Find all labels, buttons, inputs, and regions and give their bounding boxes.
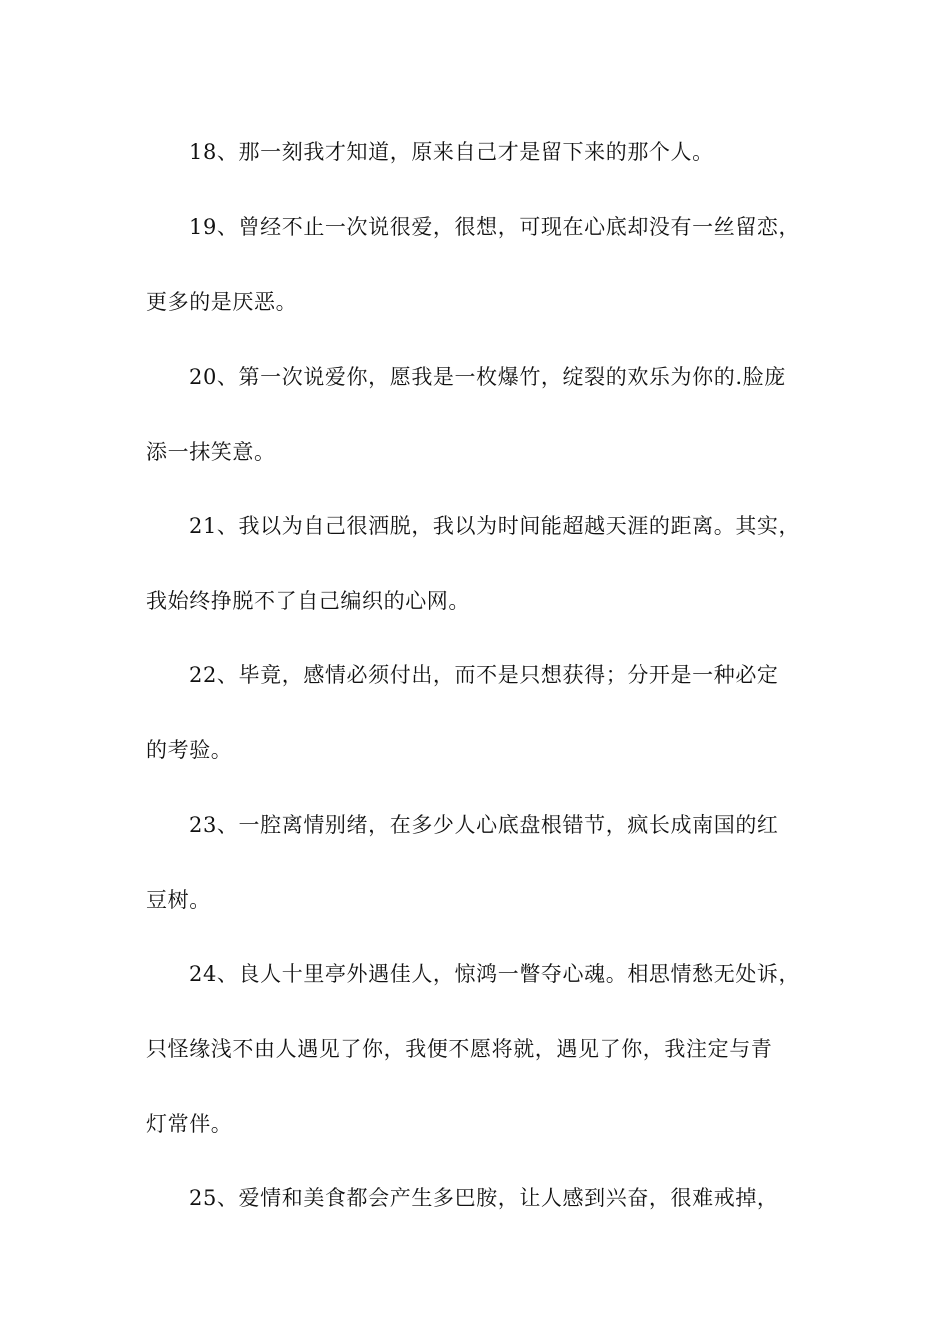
paragraph-24-line-2: 只怪缘浅不由人遇见了你，我便不愿将就，遇见了你，我注定与青: [146, 1037, 773, 1061]
paragraph-22-line-1: 22、毕竟，感情必须付出，而不是只想获得；分开是一种必定: [189, 663, 779, 687]
paragraph-23-line-2: 豆树。: [146, 888, 211, 912]
paragraph-24-line-3: 灯常伴。: [146, 1112, 233, 1136]
paragraph-21-line-1: 21、我以为自己很洒脱，我以为时间能超越天涯的距离。其实，: [189, 514, 801, 538]
paragraph-20-line-2: 添一抹笑意。: [146, 440, 276, 464]
paragraph-19-line-1: 19、曾经不止一次说很爱，很想，可现在心底却没有一丝留恋，: [189, 215, 801, 239]
paragraph-19-line-2: 更多的是厌恶。: [146, 290, 298, 314]
paragraph-22-line-2: 的考验。: [146, 738, 233, 762]
paragraph-21-line-2: 我始终挣脱不了自己编织的心网。: [146, 589, 470, 613]
paragraph-18-line-1: 18、那一刻我才知道，原来自己才是留下来的那个人。: [189, 140, 714, 164]
paragraph-23-line-1: 23、一腔离情别绪，在多少人心底盘根错节，疯长成南国的红: [189, 813, 779, 837]
paragraph-24-line-1: 24、良人十里亭外遇佳人，惊鸿一瞥夺心魂。相思情愁无处诉，: [189, 962, 801, 986]
paragraph-20-line-1: 20、第一次说爱你，愿我是一枚爆竹，绽裂的欢乐为你的.脸庞: [189, 365, 786, 389]
paragraph-25-line-1: 25、爱情和美食都会产生多巴胺，让人感到兴奋，很难戒掉，: [189, 1186, 779, 1210]
